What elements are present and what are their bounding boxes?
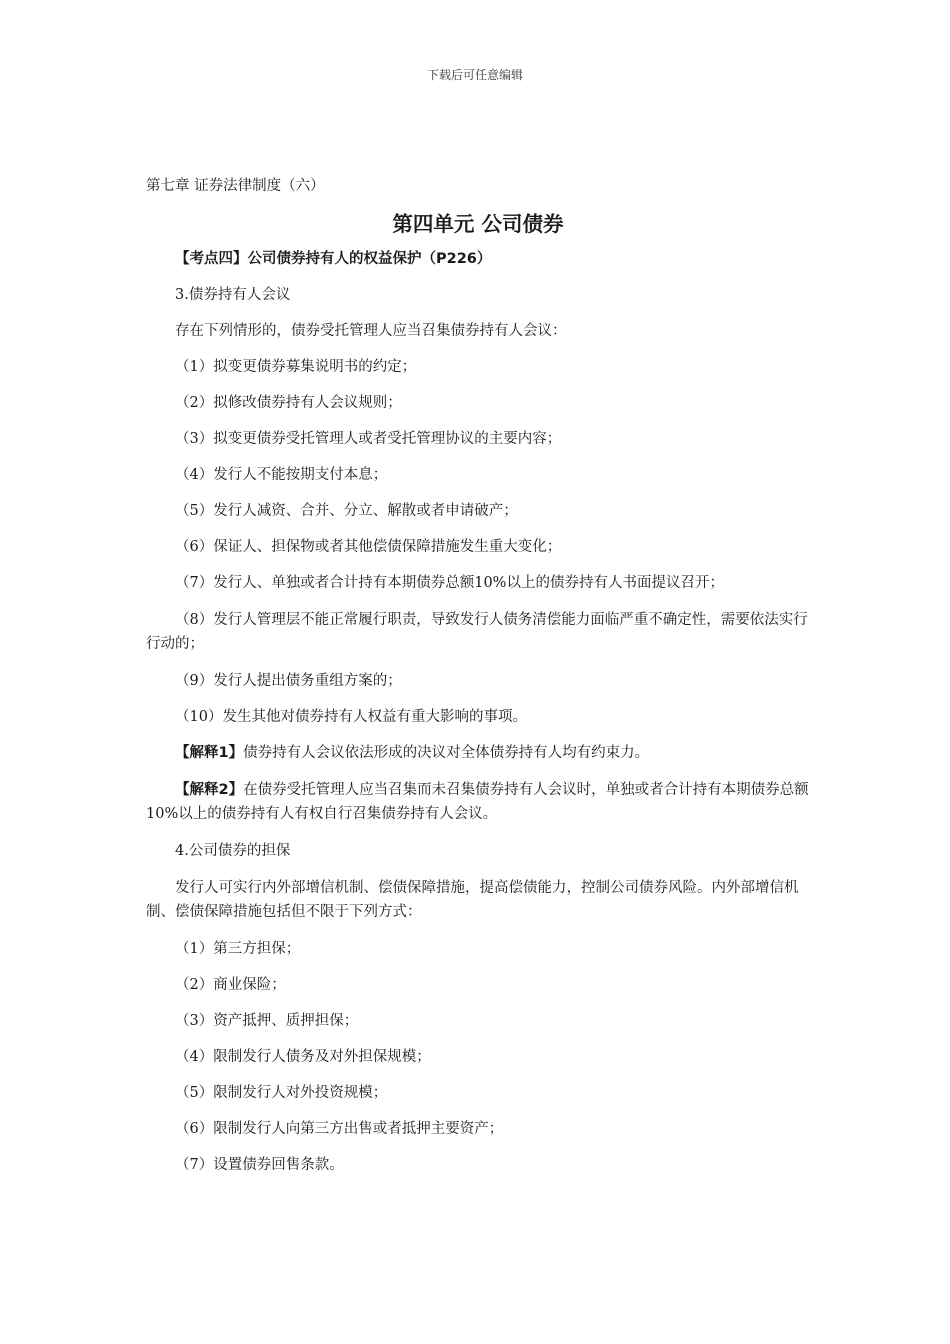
note-1-label: 【解释1】 (175, 745, 244, 761)
header-note: 下载后可任意编辑 (426, 68, 523, 82)
section4-item: （2）商业保险； (175, 977, 286, 993)
section4-item: （6）限制发行人向第三方出售或者抵押主要资产； (175, 1121, 504, 1137)
section4-heading: 4.公司债券的担保 (175, 843, 291, 859)
section3-item: （1）拟变更债券募集说明书的约定； (175, 359, 417, 375)
note-1 (146, 742, 810, 764)
section3-intro: 存在下列情形的，债券受托管理人应当召集债券持有人会议： (175, 323, 567, 339)
unit-title: 第四单元 公司债券 (392, 212, 564, 236)
section3-item: （4）发行人不能按期支付本息； (175, 467, 388, 483)
section3-item: （7）发行人、单独或者合计持有本期债券总额10%以上的债券持有人书面提议召开； (175, 575, 724, 591)
document-body (146, 174, 810, 1176)
note-2-text: 在债券受托管理人应当召集而未召集债券持有人会议时，单独或者合计持有本期债券总额10%以上的债券持有人有权自行召集债券持有人会议。 (146, 782, 809, 822)
section4-item: （3）资产抵押、质押担保； (175, 1013, 359, 1029)
section3-item: （2）拟修改债券持有人会议规则； (175, 395, 402, 411)
section4-item: （5）限制发行人对外投资规模； (175, 1085, 388, 1101)
note-1-text: 债券持有人会议依法形成的决议对全体债券持有人均有约束力。 (243, 745, 650, 761)
section4-item: （7）设置债券回售条款。 (175, 1157, 344, 1173)
note-2-label: 【解释2】 (175, 782, 244, 798)
section3-item: （9）发行人提出债务重组方案的； (175, 673, 402, 689)
section3-item: （8）发行人管理层不能正常履行职责，导致发行人债务清偿能力面临严重不确定性，需要依法实行行动的； (146, 612, 808, 652)
section3-item: （5）发行人减资、合并、分立、解散或者申请破产； (175, 503, 518, 519)
section3-item: （3）拟变更债券受托管理人或者受托管理协议的主要内容； (175, 431, 562, 447)
section4-intro: 发行人可实行内外部增信机制、偿债保障措施，提高偿债能力，控制公司债券风险。内外部增信机制、偿债保障措施包括但不限于下列方式： (146, 880, 799, 920)
note-2 (146, 778, 810, 826)
section3-heading: 3.债券持有人会议 (175, 287, 291, 303)
section3-item: （10）发生其他对债券持有人权益有重大影响的事项。 (175, 709, 527, 725)
section4-item: （1）第三方担保； (175, 941, 301, 957)
chapter-title: 第七章 证券法律制度（六） (146, 178, 325, 194)
point-title: 【考点四】公司债券持有人的权益保护（P226） (175, 251, 492, 267)
section3-item: （6）保证人、担保物或者其他偿债保障措施发生重大变化； (175, 539, 562, 555)
section4-item: （4）限制发行人债务及对外担保规模； (175, 1049, 431, 1065)
